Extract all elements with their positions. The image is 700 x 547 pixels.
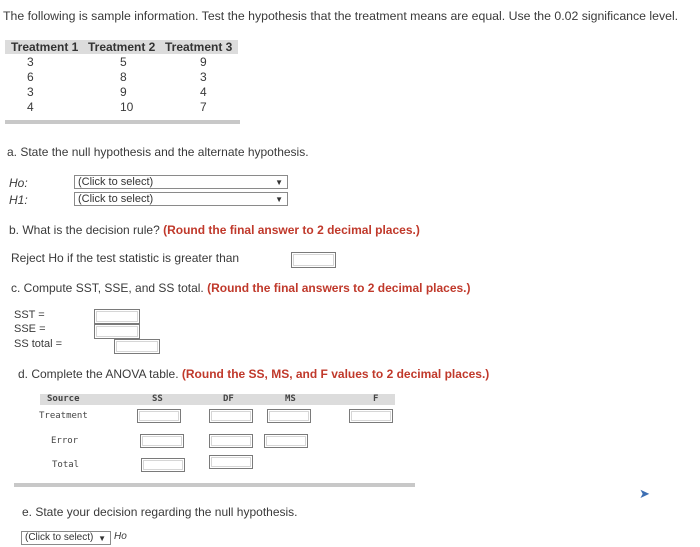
table-cell: 7 [200, 100, 207, 114]
anova-row-treatment: Treatment [39, 411, 88, 421]
h0-select-value: (Click to select) [78, 176, 154, 188]
anova-row-error: Error [51, 436, 79, 446]
part-a-question: a. State the null hypothesis and the alternate hypothesis. [7, 145, 309, 159]
col-header-treatment-2: Treatment 2 [88, 40, 156, 54]
df-treatment-input[interactable] [209, 409, 253, 423]
sst-input[interactable] [94, 309, 140, 324]
anova-col-df: DF [223, 394, 234, 404]
decision-select-value: (Click to select) [25, 532, 94, 543]
part-c-note: (Round the final answers to 2 decimal places.) [207, 281, 471, 295]
table-cell: 3 [27, 85, 34, 99]
table-cell: 9 [200, 55, 207, 69]
part-d-text: d. Complete the ANOVA table. [18, 367, 179, 381]
table-cell: 5 [120, 55, 127, 69]
anova-col-ss: SS [152, 394, 163, 404]
chevron-down-icon: ▼ [98, 534, 106, 543]
ss-error-input[interactable] [140, 434, 184, 448]
h0-label: Ho: [9, 176, 28, 190]
part-c-text: c. Compute SST, SSE, and SS total. [11, 281, 204, 295]
ms-error-input[interactable] [264, 434, 308, 448]
part-c-question [11, 281, 471, 295]
ss-total-input[interactable] [141, 458, 185, 472]
chevron-down-icon: ▼ [275, 195, 283, 204]
table-cell: 9 [120, 85, 127, 99]
sstotal-label: SS total = [14, 338, 63, 350]
table-cell: 3 [27, 55, 34, 69]
problem-intro: The following is sample information. Test the hypothesis that the treatment means are equal. Use the 0.02 significance level. [3, 9, 679, 23]
col-header-treatment-1: Treatment 1 [11, 40, 79, 54]
decision-select[interactable] [21, 531, 111, 545]
critical-value-input[interactable] [291, 252, 336, 268]
sst-label: SST = [14, 309, 45, 321]
sse-label: SSE = [14, 323, 46, 335]
table-cell: 8 [120, 70, 127, 84]
h0-select[interactable] [74, 175, 288, 189]
table-cell: 4 [200, 85, 207, 99]
h1-select[interactable] [74, 192, 288, 206]
part-e-question: e. State your decision regarding the null hypothesis. [22, 505, 298, 519]
reject-rule-text: Reject Ho if the test statistic is greater than [11, 251, 240, 265]
sse-input[interactable] [94, 324, 140, 339]
anova-row-total: Total [52, 460, 80, 470]
f-value-input[interactable] [349, 409, 393, 423]
table-cell: 10 [120, 100, 134, 114]
ss-treatment-input[interactable] [137, 409, 181, 423]
chevron-down-icon: ▼ [275, 178, 283, 187]
anova-col-ms: MS [285, 394, 296, 404]
sstotal-input[interactable] [114, 339, 160, 354]
df-error-input[interactable] [209, 434, 253, 448]
table-cell: 6 [27, 70, 34, 84]
df-total-input[interactable] [209, 455, 253, 469]
part-b-question [9, 223, 420, 237]
col-header-treatment-3: Treatment 3 [165, 40, 233, 54]
h1-label: H1: [9, 193, 28, 207]
anova-col-f: F [373, 394, 379, 404]
h1-select-value: (Click to select) [78, 193, 154, 205]
table-cell: 4 [27, 100, 34, 114]
part-d-note: (Round the SS, MS, and F values to 2 decimal places.) [181, 367, 490, 381]
part-b-note: (Round the final answer to 2 decimal places.) [163, 223, 420, 237]
anova-header-row [40, 394, 395, 405]
ms-treatment-input[interactable] [267, 409, 311, 423]
anova-col-source: Source [47, 394, 80, 404]
cursor-arrow-icon: ➤ [639, 486, 650, 501]
decision-trail-text: Ho [114, 531, 127, 542]
table-bottom-divider [5, 120, 240, 124]
part-b-text: b. What is the decision rule? [9, 223, 160, 237]
section-divider [14, 483, 415, 487]
part-d-question [18, 367, 489, 381]
table-cell: 3 [200, 70, 207, 84]
